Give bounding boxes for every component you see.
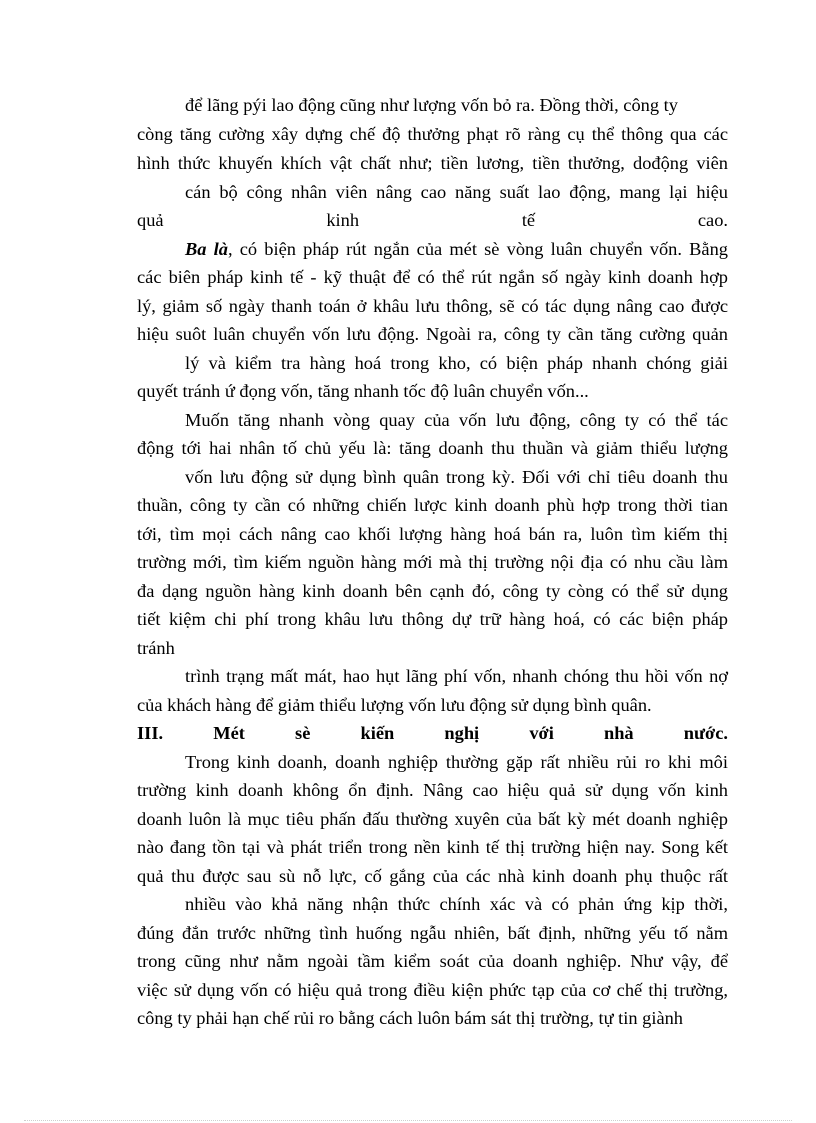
text-line: công ty phải hạn chế rủi ro bằng cách luôn bám sát thị trường, tự tin giành [137, 1008, 683, 1028]
text-line: đúng đắn trước những tình huống ngẫu nhiên, bất định, những yếu tố nằm [137, 923, 728, 943]
text-line: nhiều vào khả năng nhận thức chính xác và có phản ứng kịp thời, [185, 894, 728, 914]
text-line: tiết kiệm chi phí trong khâu lưu thông dự trữ hàng hoá, có các biện pháp [137, 609, 728, 629]
text-line: quả kinh tế cao. [137, 210, 728, 230]
text-line: lý và kiểm tra hàng hoá trong kho, có biện pháp nhanh chóng giải [185, 353, 728, 373]
text-line: vốn lưu động sử dụng bình quân trong kỳ. Đối với chỉ tiêu doanh thu [185, 467, 728, 487]
text-line: trường mới, tìm kiếm nguồn hàng mới mà thị trường nội địa có nhu cầu làm [137, 552, 728, 572]
text-line: cán bộ công nhân viên nâng cao năng suất lao động, mang lại hiệu [185, 182, 728, 202]
text-line: hình thức khuyến khích vật chất như; tiền lương, tiền thưởng, dođộng viên [137, 153, 728, 173]
text-line: đa dạng nguồn hàng kinh doanh bên cạnh đó, công ty còng có thể sử dụng [137, 581, 728, 601]
text-line: trong cũng như nằm ngoài tầm kiểm soát của doanh nghiệp. Như vậy, để [137, 951, 728, 971]
emphasis-lead: Ba là [185, 239, 228, 259]
text-line: Trong kinh doanh, doanh nghiệp thường gặp rất nhiều rủi ro khi môi [185, 752, 728, 772]
text-line: quả thu được sau sù nỗ lực, cố gắng của các nhà kinh doanh phụ thuộc rất [137, 866, 728, 886]
text-line: động tới hai nhân tố chủ yếu là: tăng doanh thu thuần và giảm thiểu lượng [137, 438, 728, 458]
text-line: của khách hàng để giảm thiểu lượng vốn lưu động sử dụng bình quân. [137, 695, 652, 715]
text-line: Muốn tăng nhanh vòng quay của vốn lưu động, công ty có thể tác [185, 410, 728, 430]
text-line: tránh [137, 638, 175, 658]
text-line: quyết tránh ứ đọng vốn, tăng nhanh tốc độ luân chuyển vốn... [137, 381, 589, 401]
text-line: để lãng pýi lao động cũng như lượng vốn bỏ ra. Đồng thời, công ty [185, 95, 678, 115]
text-line: còng tăng cường xây dựng chế độ thưởng phạt rõ ràng cụ thể thông qua các [137, 124, 728, 144]
text-line: nào đang tồn tại và phát triển trong nền kinh tế thị trường hiện nay. Song kết [137, 837, 728, 857]
page-bottom-divider [24, 1120, 792, 1121]
text-run: , có biện pháp rút ngắn của mét sè vòng luân chuyển vốn. Bằng [227, 239, 728, 259]
text-line: tới, tìm mọi cách nâng cao khối lượng hàng hoá bán ra, luôn tìm kiếm thị [137, 524, 728, 544]
text-line: trường kinh doanh không ổn định. Nâng cao hiệu quả sử dụng vốn kinh [137, 780, 728, 800]
text-line: việc sử dụng vốn có hiệu quả trong điều kiện phức tạp của cơ chế thị trường, [137, 980, 728, 1000]
section-heading: III. Mét sè kiến nghị với nhà nước. [137, 723, 728, 743]
text-line: lý, giảm số ngày thanh toán ở khâu lưu thông, sẽ có tác dụng nâng cao được [137, 296, 728, 316]
text-line: trình trạng mất mát, hao hụt lãng phí vốn, nhanh chóng thu hồi vốn nợ [185, 666, 728, 686]
text-line: các biên pháp kinh tế - kỹ thuật để có thể rút ngắn số ngày kinh doanh hợp [137, 267, 728, 287]
text-line: hiệu suôt luân chuyển vốn lưu động. Ngoài ra, công ty cần tăng cường quản [137, 324, 728, 344]
text-line: doanh luôn là mục tiêu phấn đấu thường xuyên của bất kỳ mét doanh nghiệp [137, 809, 728, 829]
text-line: thuần, công ty cần có những chiến lược kinh doanh phù hợp trong thời tian [137, 495, 728, 515]
text-line [185, 235, 728, 263]
